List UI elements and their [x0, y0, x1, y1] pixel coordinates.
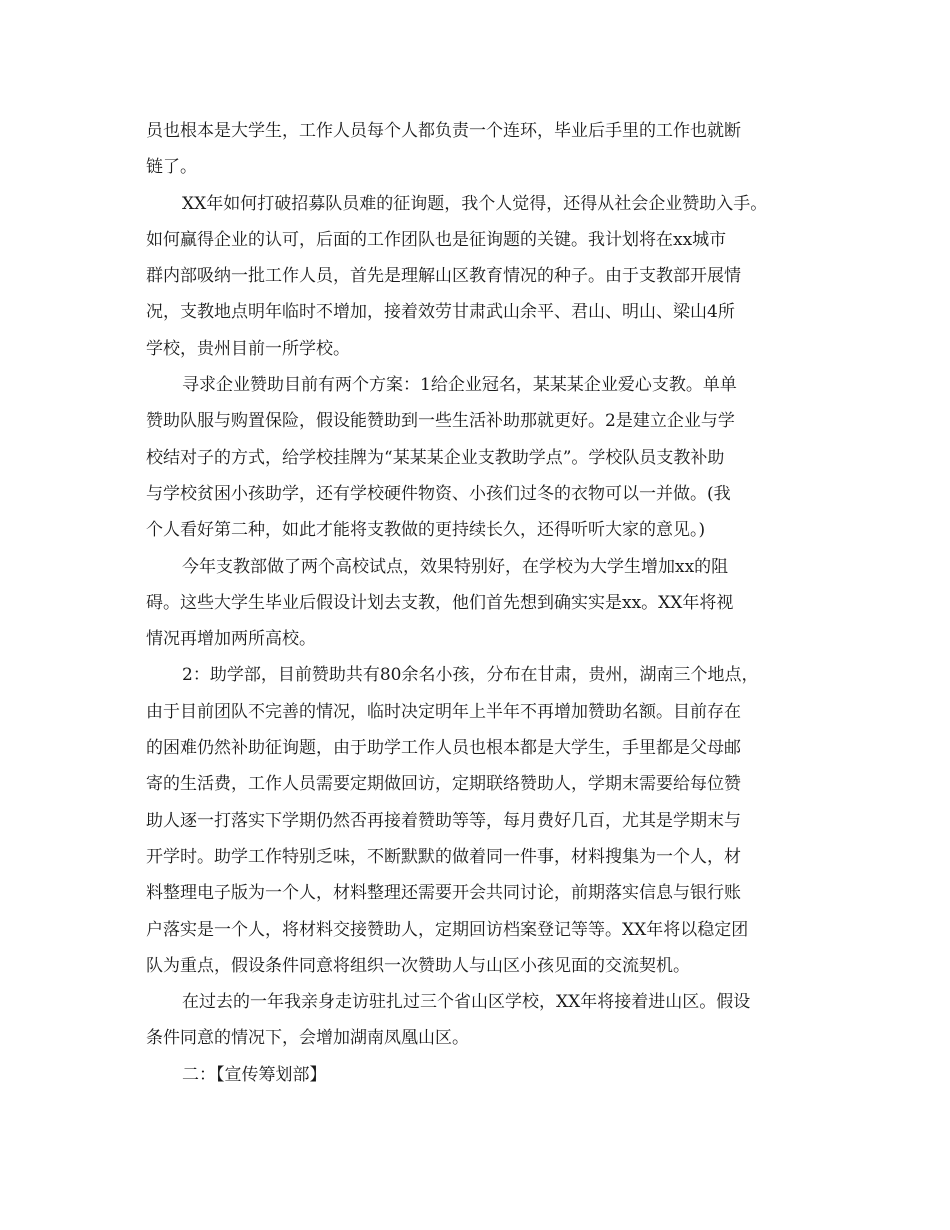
- text-line: 赞助队服与购置保险，假设能赞助到一些生活补助那就更好。2是建立企业与学: [146, 411, 735, 432]
- text-line: 今年支教部做了两个高校试点，效果特别好，在学校为大学生增加xx的阻: [182, 556, 729, 577]
- text-line: 寻求企业赞助目前有两个方案：1给企业冠名，某某某企业爱心支教。单单: [182, 375, 737, 396]
- text-line: 助人逐一打落实下学期仍然否再接着赞助等等，每月费好几百，尤其是学期末与: [146, 810, 741, 831]
- text-line: 况，支教地点明年临时不增加，接着效劳甘肃武山余平、君山、明山、梁山4所: [146, 302, 735, 323]
- text-line: 户落实是一个人，将材料交接赞助人，定期回访档案登记等等。XX年将以稳定团: [146, 919, 749, 940]
- text-line: 寄的生活费，工作人员需要定期做回访，定期联络赞助人，学期末需要给每位赞: [146, 774, 741, 795]
- text-line: 队为重点，假设条件同意将组织一次赞助人与山区小孩见面的交流契机。: [146, 955, 690, 976]
- text-line: 条件同意的情况下，会增加湖南凤凰山区。: [146, 1028, 469, 1049]
- text-line: 由于目前团队不完善的情况，临时决定明年上半年不再增加赞助名额。目前存在: [146, 701, 741, 722]
- text-line: 的困难仍然补助征询题，由于助学工作人员也根本都是大学生，手里都是父母邮: [146, 738, 741, 759]
- text-line: 碍。这些大学生毕业后假设计划去支教，他们首先想到确实实是xx。XX年将视: [146, 592, 734, 613]
- text-line: 在过去的一年我亲身走访驻扎过三个省山区学校，XX年将接着进山区。假设: [182, 992, 751, 1013]
- text-line: 学校，贵州目前一所学校。: [146, 338, 350, 359]
- document-body: [146, 113, 810, 1093]
- text-line: 校结对子的方式，给学校挂牌为“某某某企业支教助学点”。学校队员支教补助: [146, 447, 725, 468]
- text-line: 群内部吸纳一批工作人员，首先是理解山区教育情况的种子。由于支教部开展情: [146, 266, 741, 287]
- text-line: XX年如何打破招募队员难的征询题，我个人觉得，还得从社会企业赞助入手。: [182, 193, 768, 214]
- text-line: 2：助学部，目前赞助共有80余名小孩，分布在甘肃，贵州，湖南三个地点，: [182, 665, 759, 686]
- text-line: 链了。: [146, 157, 197, 178]
- text-line: 情况再增加两所高校。: [146, 629, 316, 650]
- text-line: 员也根本是大学生，工作人员每个人都负责一个连环，毕业后手里的工作也就断: [146, 121, 741, 141]
- text-line: 与学校贫困小孩助学，还有学校硬件物资、小孩们过冬的衣物可以一并做。(我: [146, 483, 731, 504]
- text-line: 个人看好第二种，如此才能将支教做的更持续长久，还得听听大家的意见。): [146, 520, 706, 541]
- text-line: 如何赢得企业的认可，后面的工作团队也是征询题的关键。我计划将在xx城市: [146, 229, 727, 250]
- text-line: 开学时。助学工作特别乏味，不断默默的做着同一件事，材料搜集为一个人，材: [146, 846, 741, 867]
- text-line: 二：【宣传筹划部】: [182, 1064, 327, 1085]
- text-line: 料整理电子版为一个人，材料整理还需要开会共同讨论，前期落实信息与银行账: [146, 883, 741, 904]
